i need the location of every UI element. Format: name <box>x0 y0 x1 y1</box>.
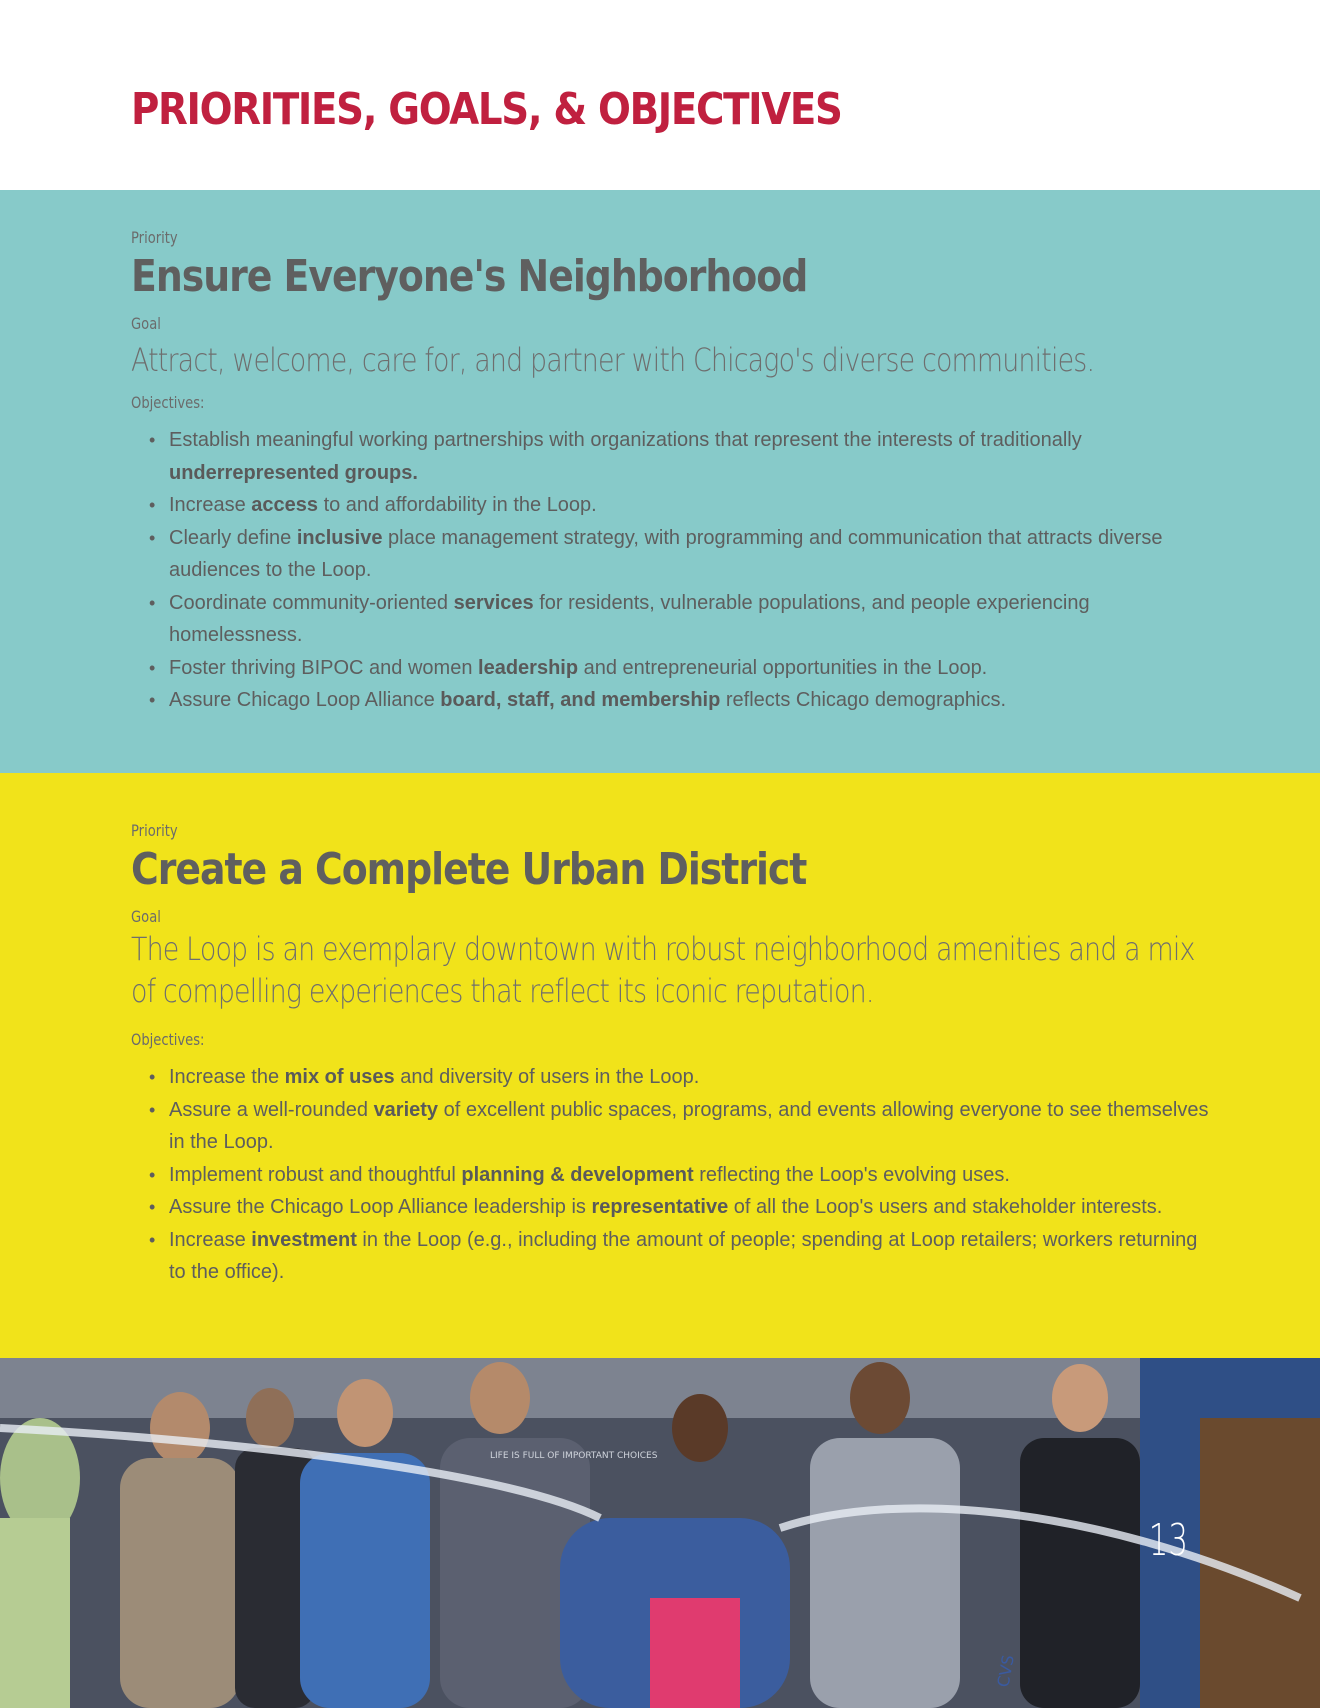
objective-item: • Assure a well-rounded variety of excellent public spaces, programs, and events allowing everyone to see themselves in the Loop. <box>169 1094 1210 1159</box>
priority-section-1 <box>0 190 1320 773</box>
goal-label: Goal <box>131 907 161 926</box>
objective-item: • Assure the Chicago Loop Alliance leadership is representative of all the Loop's users and stakeholder interests. <box>169 1191 1210 1224</box>
objective-item: • Foster thriving BIPOC and women leadership and entrepreneurial opportunities in the Loop. <box>169 652 1210 685</box>
page-header <box>0 0 1320 190</box>
objectives-list <box>131 1061 1210 1289</box>
goal-label: Goal <box>131 314 161 333</box>
goal-text: Attract, welcome, care for, and partner with Chicago's diverse communities. <box>131 341 1095 379</box>
priority-2-content <box>131 821 1210 1289</box>
objective-item: • Increase investment in the Loop (e.g., including the amount of people; spending at Loop retailers; workers returning to the office). <box>169 1224 1210 1289</box>
priority-section-2 <box>0 773 1320 1358</box>
objective-item: • Increase the mix of uses and diversity of users in the Loop. <box>169 1061 1210 1094</box>
objective-item: • Implement robust and thoughtful planning & development reflecting the Loop's evolving uses. <box>169 1159 1210 1192</box>
priority-title: Ensure Everyone's Neighborhood <box>131 251 808 302</box>
page-number: 13 <box>1148 1515 1188 1566</box>
page-title: PRIORITIES, GOALS, & OBJECTIVES <box>131 84 842 135</box>
objectives-label: Objectives: <box>131 1030 205 1049</box>
priority-title: Create a Complete Urban District <box>131 844 807 895</box>
objective-item: • Coordinate community-oriented services for residents, vulnerable populations, and people experiencing homelessness. <box>169 587 1210 652</box>
objective-item: • Establish meaningful working partnerships with organizations that represent the interests of traditionally underrepresented groups. <box>169 424 1210 489</box>
priority-1-content <box>131 228 1210 717</box>
priority-label: Priority <box>131 228 178 247</box>
shirt-text: LIFE IS FULL OF IMPORTANT CHOICES <box>490 1451 658 1461</box>
objective-item: • Increase access to and affordability in the Loop. <box>169 489 1210 522</box>
objective-item: • Clearly define inclusive place management strategy, with programming and communication that attracts diverse audiences to the Loop. <box>169 522 1210 587</box>
crowd-photo <box>0 1358 1320 1708</box>
objective-item: • Assure Chicago Loop Alliance board, staff, and membership reflects Chicago demographics. <box>169 684 1210 717</box>
objectives-label: Objectives: <box>131 393 205 412</box>
priority-label: Priority <box>131 821 178 840</box>
goal-text: The Loop is an exemplary downtown with robust neighborhood amenities and a mix of compelling experiences that reflect its iconic reputation. <box>131 930 1195 1010</box>
crowd-photo-illustration <box>0 1358 1320 1708</box>
objectives-list <box>131 424 1210 717</box>
bag-text: CVS <box>993 1653 1018 1689</box>
